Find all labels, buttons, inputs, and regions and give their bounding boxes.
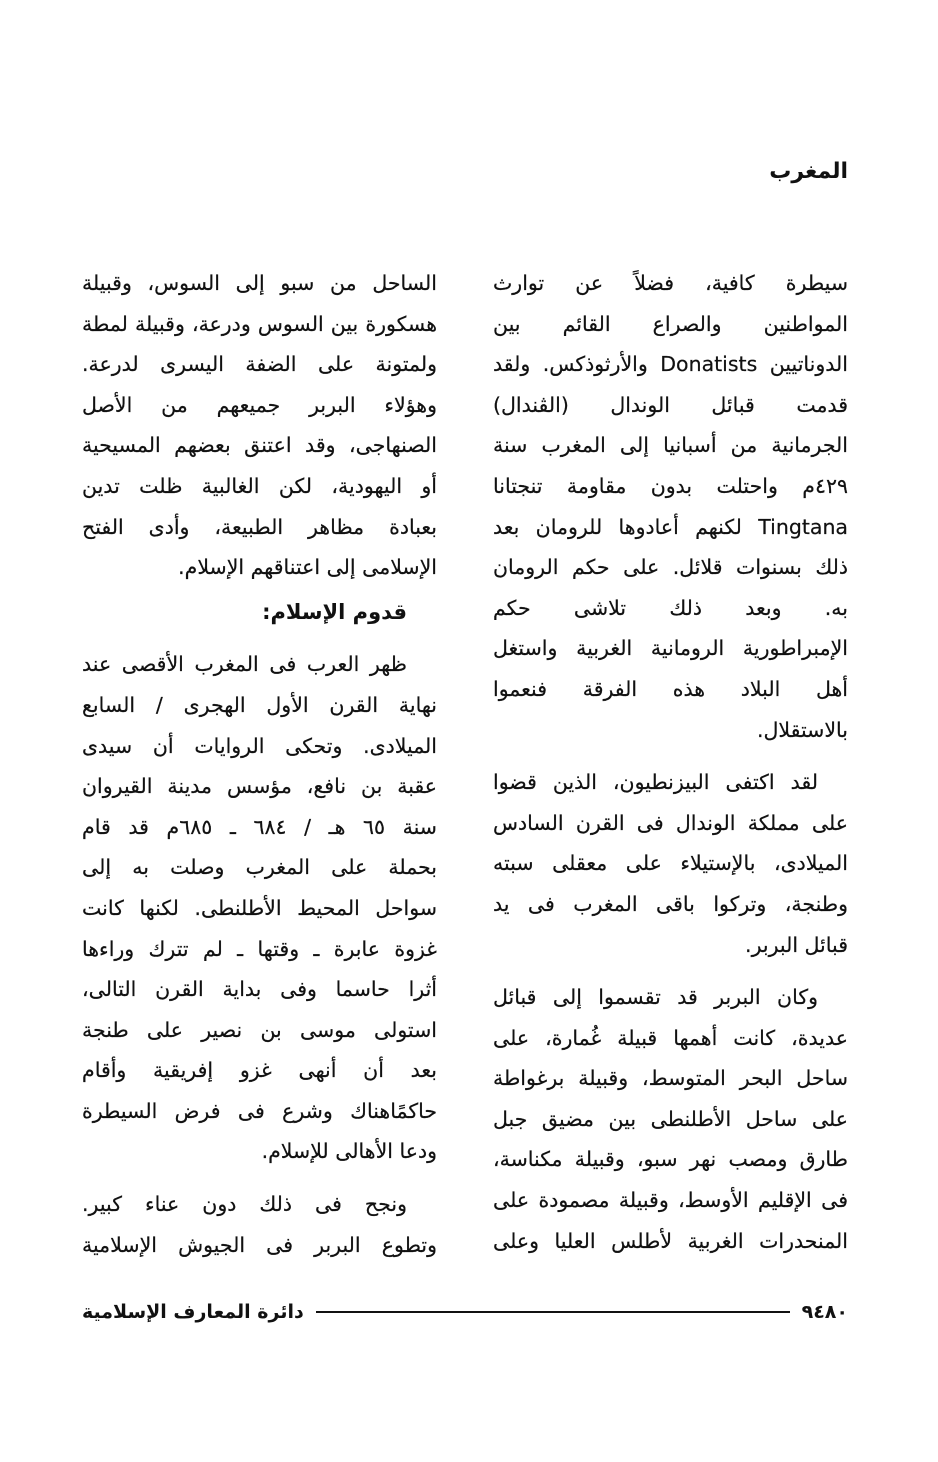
text-line: سواحل المحيط الأطلنطى. لكنها كانت [82,895,437,920]
text-line: على مملكة الوندال فى القرن السادس [493,810,848,835]
section-heading: قدوم الإسلام: [262,599,407,624]
text-line: بحملة على المغرب وصلت به إلى [82,855,437,880]
text-line: لقد اكتفى البيزنطيون، الذين قضوا [493,770,818,795]
text-line: الإسلامى إلى اعتناقهم الإسلام. [178,555,437,580]
text-line: بالاستقلال. [756,717,848,742]
page-number: ٩٤٨٠ [801,1301,848,1323]
paragraph [493,263,848,750]
text-line: الدوناتيين Donatists والأرثوذكس. ولقد [493,352,848,377]
text-line: نهاية القرن الأول الهجرى / السابع [82,692,437,717]
paragraph [82,1184,437,1265]
text-line: وكان البربر قد تقسموا إلى قبائل [493,985,818,1010]
text-line: Tingtana لكنهم أعادوها للرومان بعد [493,514,848,539]
text-line: وطنجة، وتركوا باقى المغرب فى يد [493,891,848,916]
text-line: بعبادة مظاهر الطبيعة، وأدى الفتح [82,514,437,539]
text-line: المنحدرات الغربية لأطلس العليا وعلى [493,1228,848,1253]
text-line: ذلك بسنوات قلائل. على حكم الرومان [493,555,848,580]
text-line: به. وبعد ذلك تلاشى حكم [493,595,848,620]
paragraph [82,644,437,1172]
text-line: ودعا الأهالى للإسلام. [261,1139,437,1164]
right-column [493,263,848,1261]
text-line: غزوة عابرة ـ وقتها ـ لم تترك وراءها [82,936,437,961]
publication-title: دائرة المعارف الإسلامية [82,1301,304,1323]
text-line: عقبة بن نافع، مؤسس مدينة القيروان [82,774,437,799]
text-line: قدمت قبائل الوندال (الڤندال) [493,392,848,417]
text-line: ساحل البحر المتوسط، وقبيلة برغواطة [493,1066,848,1091]
text-line: فى الإقليم الأوسط، وقبيلة مصمودة على [493,1188,848,1213]
text-line: على ساحل الأطلنطى بين مضيق جبل [493,1106,848,1131]
text-line: أثرا حاسما وفى بداية القرن التالى، [82,977,437,1002]
text-line: وتطوع البربر فى الجيوش الإسلامية [82,1232,437,1257]
text-line: ٤٢٩م واحتلت بدون مقاومة تنجتانا [493,473,848,498]
text-line: سيطرة كافية، فضلاً عن توارث [493,271,848,295]
text-line: الصنهاجى، وقد اعتنق بعضهم المسيحية [82,433,437,458]
text-line: ظهر العرب فى المغرب الأقصى عند [82,652,407,677]
text-line: ولمتونة على الضفة اليسرى لدرعة. [82,352,437,377]
text-line: هسكورة بين السوس ودرعة، وقبيلة لمطة [82,311,437,336]
text-line: أو اليهودية، لكن الغالبية ظلت تدين [82,473,437,498]
paragraph [82,263,437,588]
text-line: الساحل من سبو إلى السوس، وقبيلة [82,271,437,295]
text-line: المواطنين والصراع القائم بين [493,311,848,336]
text-line: استولى موسى بن نصير على طنجة [82,1017,437,1042]
text-line: وهؤلاء البربر جميعهم من الأصل [82,392,437,417]
text-line: الإمبراطورية الرومانية الغربية واستغل [493,636,848,661]
page-footer [82,1296,848,1328]
text-line: سنة ٦٥ هـ / ٦٨٤ ـ ٦٨٥م قد قام [82,814,437,839]
paragraph [493,977,848,1261]
text-line: طارق ومصب نهر سبو، وقبيلة مكناسة، [493,1147,848,1172]
text-line: ونجح فى ذلك دون عناء كبير. [82,1192,407,1217]
text-line: الجرمانية من أسبانيا إلى المغرب سنة [493,433,848,458]
text-line: الميلادى. وتحكى الروايات أن سيدى [82,733,437,758]
running-header-title: المغرب [769,159,848,184]
text-line: أهل البلاد هذه الفرقة فنعموا [493,676,848,701]
text-line: عديدة، كانت أهمها قبيلة غُمارة، على [493,1025,848,1050]
left-column [82,263,437,1265]
text-line: الميلادى، بالإستيلاء على معقلى سبته [493,851,848,876]
paragraph [493,762,848,965]
footer-rule [316,1311,790,1313]
text-line: حاكمًاهناك وشرع فى فرض السيطرة [82,1098,437,1123]
text-line: بعد أن أنهى غزو إفريقية وأقام [82,1058,437,1083]
text-line: قبائل البربر. [745,932,848,957]
